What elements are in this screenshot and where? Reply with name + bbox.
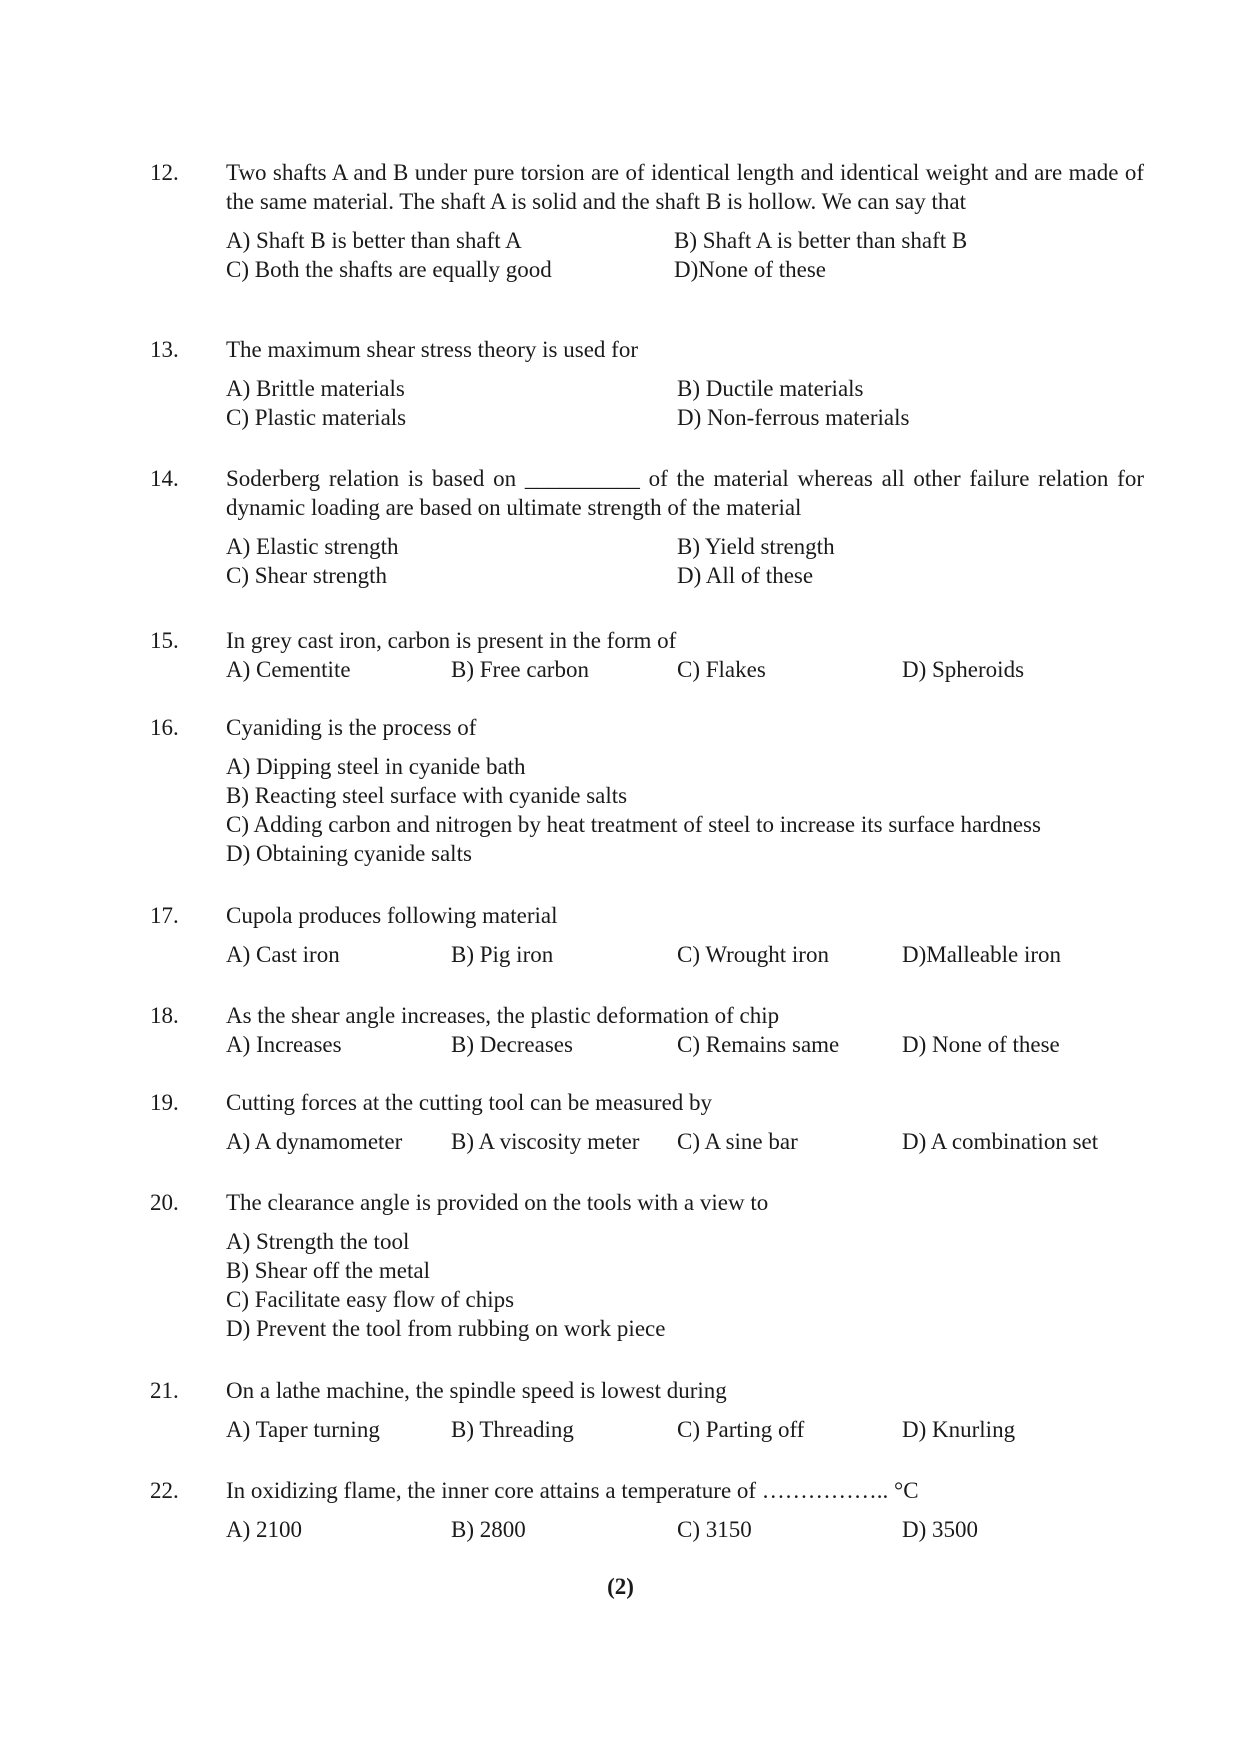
page-number: (2): [607, 1574, 634, 1599]
option-c: C) Flakes: [677, 657, 766, 682]
question-stem: The maximum shear stress theory is used for: [226, 337, 638, 362]
option-b: B) 2800: [451, 1517, 526, 1542]
option-d: D)Malleable iron: [902, 942, 1062, 967]
option-b: B) Free carbon: [451, 657, 589, 682]
option-d: D) 3500: [902, 1517, 979, 1542]
option-c: C) Adding carbon and nitrogen by heat treatment of steel to increase its surface hardness: [226, 812, 1041, 837]
question-number: 15.: [150, 628, 179, 653]
question-number: 21.: [150, 1378, 179, 1403]
option-a: A) Elastic strength: [226, 534, 399, 559]
option-d: D) None of these: [902, 1032, 1060, 1057]
option-b: B) Threading: [451, 1417, 574, 1442]
option-c: C) Parting off: [677, 1417, 805, 1442]
option-b: B) A viscosity meter: [451, 1129, 640, 1154]
option-d: D) A combination set: [902, 1129, 1099, 1154]
question-number: 16.: [150, 715, 179, 740]
question-number: 18.: [150, 1003, 179, 1028]
question-number: 13.: [150, 337, 179, 362]
question-number: 19.: [150, 1090, 179, 1115]
option-a: A) Dipping steel in cyanide bath: [226, 754, 526, 779]
option-a: A) Cementite: [226, 657, 351, 682]
option-d: D) Knurling: [902, 1417, 1016, 1442]
question-number: 20.: [150, 1190, 179, 1215]
question-stem: Cyaniding is the process of: [226, 715, 477, 740]
option-c: C) Both the shafts are equally good: [226, 257, 552, 282]
question-stem: In oxidizing flame, the inner core attains a temperature of …………….. °C: [226, 1478, 919, 1503]
option-a: A) Shaft B is better than shaft A: [226, 228, 522, 253]
question-stem: The clearance angle is provided on the tools with a view to: [226, 1190, 769, 1215]
question-stem: Cupola produces following material: [226, 903, 558, 928]
option-d: D) Obtaining cyanide salts: [226, 841, 472, 866]
question-number: 14.: [150, 466, 179, 491]
option-b: B) Shaft A is better than shaft B: [674, 228, 968, 253]
option-c: C) Remains same: [677, 1032, 840, 1057]
option-d: D)None of these: [674, 257, 827, 282]
option-b: B) Pig iron: [451, 942, 554, 967]
option-c: C) Shear strength: [226, 563, 387, 588]
option-c: C) Facilitate easy flow of chips: [226, 1287, 515, 1312]
option-d: D) All of these: [677, 563, 814, 588]
option-d: D) Spheroids: [902, 657, 1025, 682]
option-a: A) Strength the tool: [226, 1229, 410, 1254]
option-a: A) Cast iron: [226, 942, 340, 967]
option-c: C) A sine bar: [677, 1129, 798, 1154]
question-stem: Soderberg relation is based on __________ of the material whereas all other failure relation for dynamic loading are based on ultimate strength of the material: [226, 466, 1144, 520]
option-a: A) Taper turning: [226, 1417, 380, 1442]
question-stem: In grey cast iron, carbon is present in the form of: [226, 628, 677, 653]
option-c: C) Wrought iron: [677, 942, 829, 967]
option-a: A) Increases: [226, 1032, 342, 1057]
option-b: B) Shear off the metal: [226, 1258, 430, 1283]
question-number: 12.: [150, 160, 179, 185]
option-c: C) Plastic materials: [226, 405, 407, 430]
question-number: 17.: [150, 903, 179, 928]
option-a: A) 2100: [226, 1517, 303, 1542]
option-d: D) Prevent the tool from rubbing on work piece: [226, 1316, 666, 1341]
option-a: A) Brittle materials: [226, 376, 405, 401]
question-stem: As the shear angle increases, the plastic deformation of chip: [226, 1003, 780, 1028]
option-a: A) A dynamometer: [226, 1129, 403, 1154]
option-b: B) Decreases: [451, 1032, 573, 1057]
question-stem: On a lathe machine, the spindle speed is lowest during: [226, 1378, 727, 1403]
option-b: B) Yield strength: [677, 534, 835, 559]
question-stem: Two shafts A and B under pure torsion are of identical length and identical weight and are made of the same material. The shaft A is solid and the shaft B is hollow. We can say that: [226, 160, 1144, 214]
question-stem: Cutting forces at the cutting tool can be measured by: [226, 1090, 713, 1115]
option-b: B) Reacting steel surface with cyanide salts: [226, 783, 628, 808]
question-number: 22.: [150, 1478, 179, 1503]
option-d: D) Non-ferrous materials: [677, 405, 910, 430]
option-b: B) Ductile materials: [677, 376, 864, 401]
option-c: C) 3150: [677, 1517, 752, 1542]
